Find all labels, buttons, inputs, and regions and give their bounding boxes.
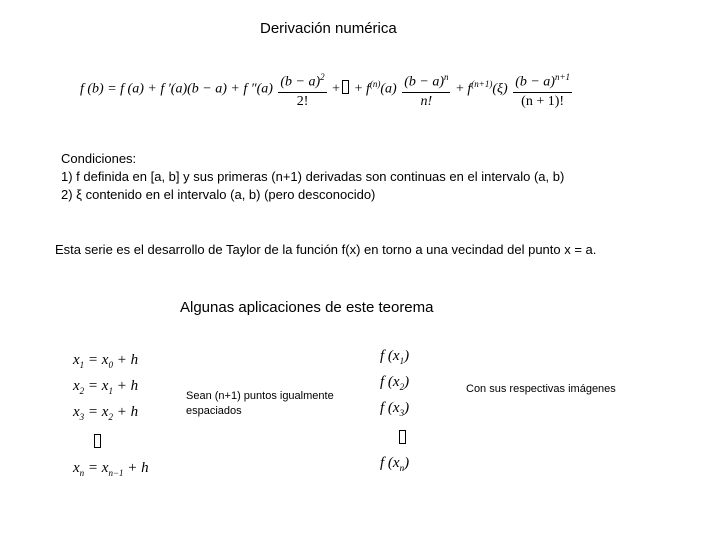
formula-term-5-arg: (ξ) [492, 81, 508, 97]
fraction-3-exp: n+1 [554, 72, 571, 82]
image-f1-close: ) [404, 348, 410, 364]
applications-heading: Algunas aplicaciones de este teorema [180, 299, 434, 316]
condition-item: 2) ξ contenido en el intervalo (a, b) (pero desconocido) [61, 187, 376, 202]
point-x2-lhs: x [73, 378, 80, 394]
ellipsis-box-icon [397, 430, 408, 448]
fraction-2 [402, 68, 450, 111]
point-x3-tail: + h [116, 404, 139, 420]
caption-images: Con sus respectivas imágenes [466, 383, 616, 395]
condition-item: 1) f definida en [a, b] y sus primeras (n+1) derivadas son continuas en el intervalo (a, b) [61, 169, 565, 184]
point-x2-rhs: = x [87, 378, 109, 394]
formula-term-5: f [467, 81, 472, 97]
point-x1-rhs: = x [87, 352, 109, 368]
image-f3-text: f (x [380, 400, 400, 416]
point-x3-rhs-sub: 2 [108, 412, 113, 422]
point-xn-rhs: = x [87, 460, 109, 476]
fraction-1 [278, 68, 326, 111]
point-xn-lhs-sub: n [79, 468, 85, 478]
image-f2 [380, 374, 409, 392]
fraction-2-den: n! [420, 93, 433, 109]
formula-term-5-sup: (n+1) [471, 78, 493, 89]
caption-points [186, 389, 366, 419]
formula-term-4-sup: (n) [369, 78, 381, 89]
fraction-3-den: (n + 1)! [521, 93, 565, 109]
conditions-block [61, 150, 564, 204]
point-x3-rhs: = x [87, 404, 109, 420]
point-x2 [73, 378, 138, 396]
fraction-1-den: 2! [296, 93, 309, 109]
image-f3-close: ) [404, 400, 410, 416]
fraction-1-num: (b − a) [280, 74, 321, 90]
point-x1-lhs: x [73, 352, 80, 368]
point-x1 [73, 352, 138, 370]
fraction-1-exp: 2 [320, 72, 325, 82]
fraction-2-exp: n [443, 72, 449, 82]
ellipsis-box-icon [342, 80, 349, 94]
image-f1-sub: 1 [399, 356, 405, 366]
image-f2-close: ) [404, 374, 410, 390]
taylor-series-note: Esta serie es el desarrollo de Taylor de la función f(x) en torno a una vecindad del punto x = a. [55, 242, 597, 257]
point-x2-rhs-sub: 1 [108, 386, 113, 396]
image-fn-text: f (x [380, 455, 400, 471]
image-f3 [380, 400, 409, 418]
point-x3-lhs: x [73, 404, 80, 420]
image-f3-sub: 3 [399, 408, 405, 418]
formula-term-1: f (a) + [120, 81, 157, 97]
page-title: Derivación numérica [260, 20, 397, 37]
image-fn-close: ) [404, 455, 410, 471]
taylor-formula [80, 68, 574, 111]
formula-plus-3: + [455, 81, 464, 97]
image-fn-sub: n [399, 463, 405, 473]
fraction-3 [513, 68, 572, 111]
conditions-heading: Condiciones: [61, 151, 137, 166]
point-x2-lhs-sub: 2 [79, 386, 85, 396]
image-fn [380, 455, 409, 473]
point-xn [73, 460, 149, 478]
formula-plus-1: + [332, 81, 341, 97]
point-x3 [73, 404, 138, 422]
point-x1-rhs-sub: 0 [108, 360, 113, 370]
fraction-3-num: (b − a) [515, 74, 555, 90]
image-f1 [380, 348, 409, 366]
caption-points-text: Sean (n+1) puntos igualmente espaciados [186, 390, 334, 417]
formula-term-4-arg: (a) [380, 81, 397, 97]
point-x2-tail: + h [116, 378, 139, 394]
point-x1-lhs-sub: 1 [79, 360, 85, 370]
formula-term-3: f ″(a) [243, 81, 273, 97]
fraction-2-num: (b − a) [404, 74, 444, 90]
formula-term-4: f [365, 81, 370, 97]
ellipsis-box-icon [92, 434, 103, 452]
point-xn-tail: + h [127, 460, 149, 476]
image-f2-sub: 2 [399, 382, 405, 392]
formula-lhs: f (b) = [80, 81, 117, 97]
point-xn-lhs: x [73, 460, 80, 476]
image-f1-text: f (x [380, 348, 400, 364]
point-x3-lhs-sub: 3 [79, 412, 85, 422]
point-x1-tail: + h [116, 352, 139, 368]
formula-plus-2: + [354, 81, 363, 97]
point-xn-rhs-sub: n−1 [108, 468, 124, 478]
image-f2-text: f (x [380, 374, 400, 390]
formula-term-2: f ′(a)(b − a) + [160, 81, 240, 97]
